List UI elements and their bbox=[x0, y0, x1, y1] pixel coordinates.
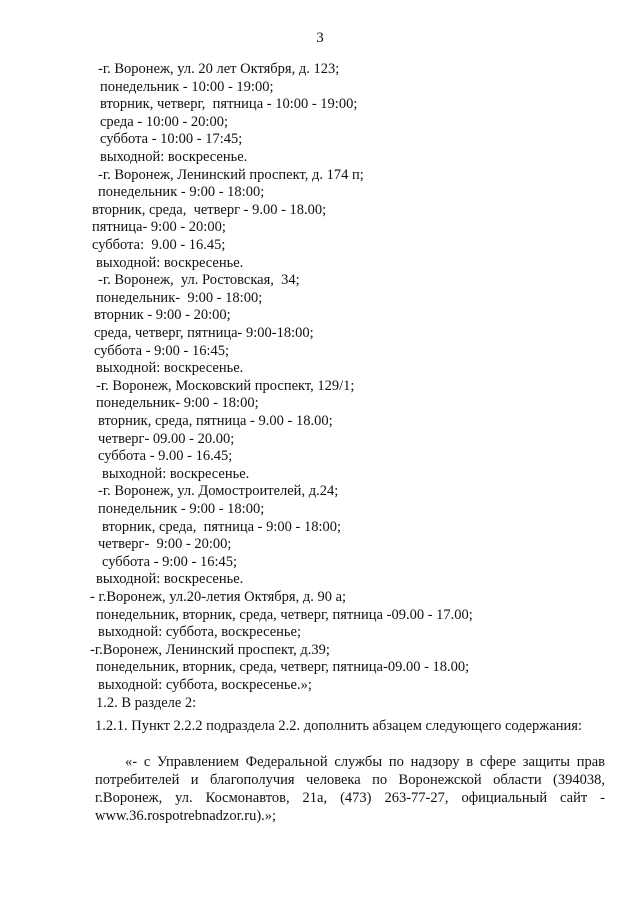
schedule-line: -г.Воронеж, Ленинский проспект, д.39; bbox=[90, 641, 330, 658]
schedule-line: среда - 10:00 - 20:00; bbox=[100, 113, 228, 130]
schedule-line: понедельник - 10:00 - 19:00; bbox=[100, 78, 274, 95]
schedule-line: 1.2. В разделе 2: bbox=[96, 694, 197, 711]
schedule-line: понедельник- 9:00 - 18:00; bbox=[96, 395, 259, 412]
schedule-line: -г. Воронеж, Московский проспект, 129/1; bbox=[96, 377, 355, 394]
schedule-line: четверг- 09.00 - 20.00; bbox=[98, 430, 235, 447]
schedule-line: - г.Воронеж, ул.20-летия Октября, д. 90 а; bbox=[90, 589, 347, 605]
schedule-line: вторник, среда, четверг - 9.00 - 18.00; bbox=[92, 201, 327, 218]
schedule-line: понедельник - 9:00 - 18:00; bbox=[98, 501, 265, 517]
schedule-line: вторник, среда, пятница - 9.00 - 18.00; bbox=[98, 413, 333, 429]
schedule-line: суббота - 9.00 - 16.45; bbox=[98, 448, 233, 465]
schedule-line: выходной: воскресенье. bbox=[100, 149, 248, 165]
schedule-line: среда, четверг, пятница- 9:00-18:00; bbox=[94, 325, 314, 341]
schedule-line: выходной: воскресенье. bbox=[96, 254, 244, 271]
schedule-line: -г. Воронеж, ул. Домостроителей, д.24; bbox=[98, 483, 339, 500]
schedule-line: -г. Воронеж, Ленинский проспект, д. 174 п; bbox=[98, 166, 364, 183]
schedule-line: выходной: воскресенье. bbox=[96, 571, 244, 588]
schedule-line: вторник, среда, пятница - 9:00 - 18:00; bbox=[102, 518, 342, 535]
schedule-line: суббота - 9:00 - 16:45; bbox=[94, 342, 230, 359]
schedule-line: вторник, четверг, пятница - 10:00 - 19:00; bbox=[100, 96, 358, 113]
schedule-line: -г. Воронеж, ул. Ростовская, 34; bbox=[98, 272, 300, 289]
schedule-line: суббота - 9:00 - 16:45; bbox=[102, 553, 238, 570]
schedule-line: выходной: воскресенье. bbox=[96, 360, 244, 377]
schedule-line: понедельник - 9:00 - 18:00; bbox=[98, 184, 265, 201]
schedule-line: суббота: 9.00 - 16.45; bbox=[92, 237, 226, 253]
schedule-line: вторник - 9:00 - 20:00; bbox=[94, 307, 231, 324]
schedule-line: понедельник, вторник, среда, четверг, пятница-09.00 - 18.00; bbox=[96, 659, 470, 676]
paragraph-1-2-1: 1.2.1. Пункт 2.2.2 подраздела 2.2. дополнить абзацем следующего содержания: bbox=[95, 718, 582, 734]
schedule-line: выходной: воскресенье. bbox=[102, 465, 250, 482]
schedule-line: пятница- 9:00 - 20:00; bbox=[92, 219, 226, 236]
schedule-line: суббота - 10:00 - 17:45; bbox=[100, 131, 243, 148]
schedule-line: выходной: суббота, воскресенье.»; bbox=[98, 677, 312, 693]
schedule-line: четверг- 9:00 - 20:00; bbox=[98, 536, 232, 553]
schedule-line: понедельник- 9:00 - 18:00; bbox=[96, 289, 263, 306]
page-number: 3 bbox=[316, 30, 324, 46]
schedule-line: -г. Воронеж, ул. 20 лет Октября, д. 123; bbox=[98, 61, 340, 77]
paragraph-quote: «- с Управлением Федеральной службы по надзору в сфере защиты прав потребителей и благополучия человека по Воронежской области (394038, г.Воронеж, ул. Космонавтов, 21а, (473) 263-77-27, официальный сайт - www.36.rospotrebnadzor.ru).»; bbox=[95, 754, 605, 824]
schedule-line: выходной: суббота, воскресенье; bbox=[98, 624, 302, 641]
schedule-line: понедельник, вторник, среда, четверг, пятница -09.00 - 17.00; bbox=[96, 606, 473, 623]
